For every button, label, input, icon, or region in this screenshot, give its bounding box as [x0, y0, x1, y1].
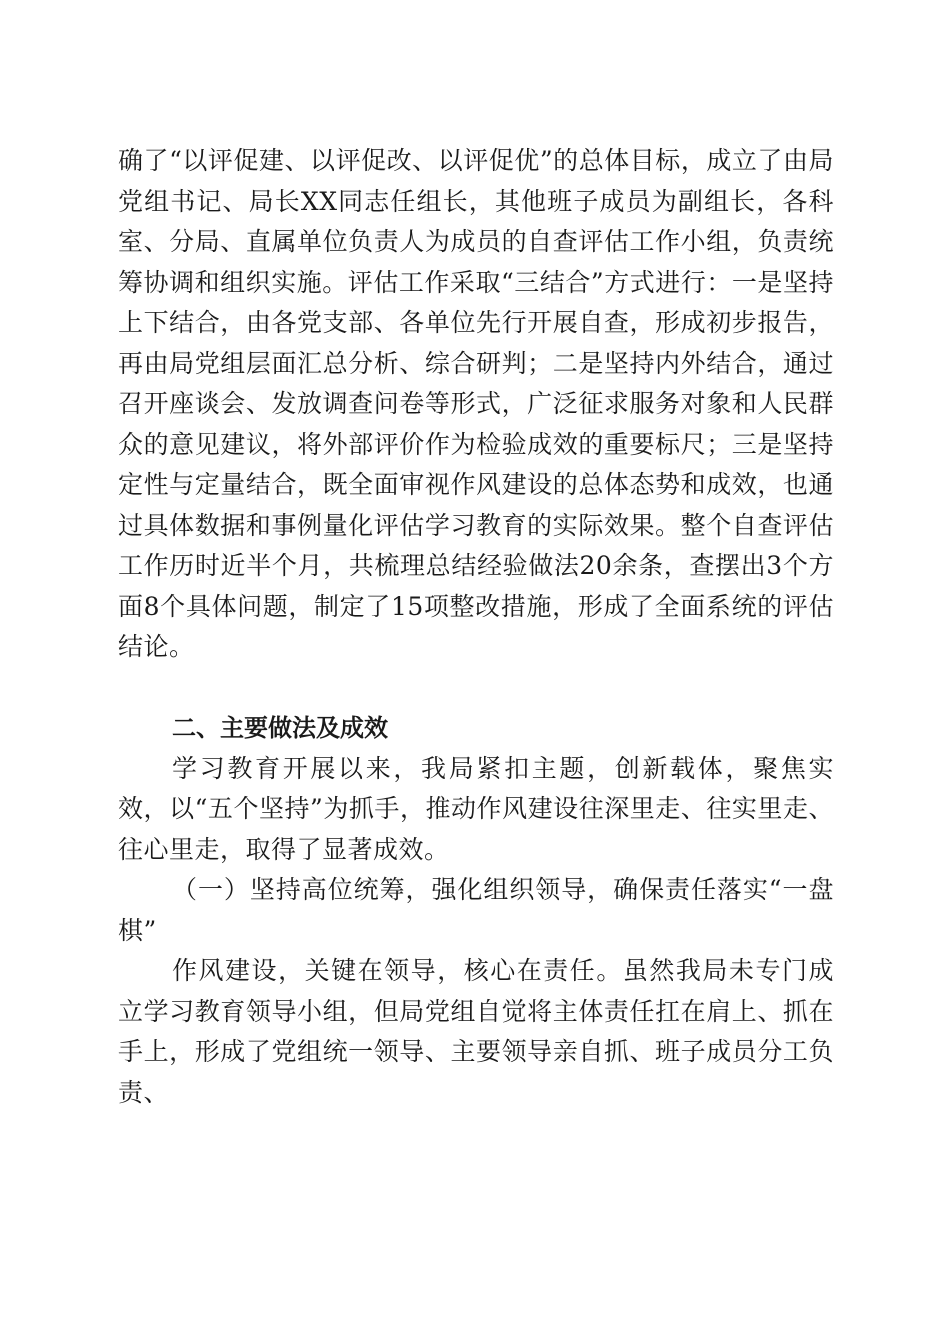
body-paragraph-intro: 学习教育开展以来，我局紧扣主题，创新载体，聚焦实效，以“五个坚持”为抓手，推动作风建设往深里走、往实里走、往心里走，取得了显著成效。 [118, 753, 834, 864]
section-heading: 二、主要做法及成效 [172, 714, 388, 742]
subsection-heading: （一）坚持高位统筹，强化组织领导，确保责任落实“一盘棋” [118, 875, 834, 945]
body-paragraph-leadership: 作风建设，关键在领导，核心在责任。虽然我局未专门成立学习教育领导小组，但局党组自觉将主体责任扛在肩上、抓在手上，形成了党组统一领导、主要领导亲自抓、班子成员分工负责、 [118, 956, 834, 1107]
body-paragraph-continuation: 确了“以评促建、以评促改、以评促优”的总体目标，成立了由局党组书记、局长XX同志任组长，其他班子成员为副组长，各科室、分局、直属单位负责人为成员的自查评估工作小组，负责统筹协调和组织实施。评估工作采取“三结合”方式进行：一是坚持上下结合，由各党支部、各单位先行开展自查，形成初步报告，再由局党组层面汇总分析、综合研判；二是坚持内外结合，通过召开座谈会、发放调查问卷等形式，广泛征求服务对象和人民群众的意见建议，将外部评价作为检验成效的重要标尺；三是坚持定性与定量结合，既全面审视作风建设的总体态势和成效，也通过具体数据和事例量化评估学习教育的实际效果。整个自查评估工作历时近半个月，共梳理总结经验做法20余条，查摆出3个方面8个具体问题，制定了15项整改措施，形成了全面系统的评估结论。 [118, 146, 834, 661]
document-body [118, 141, 834, 1113]
